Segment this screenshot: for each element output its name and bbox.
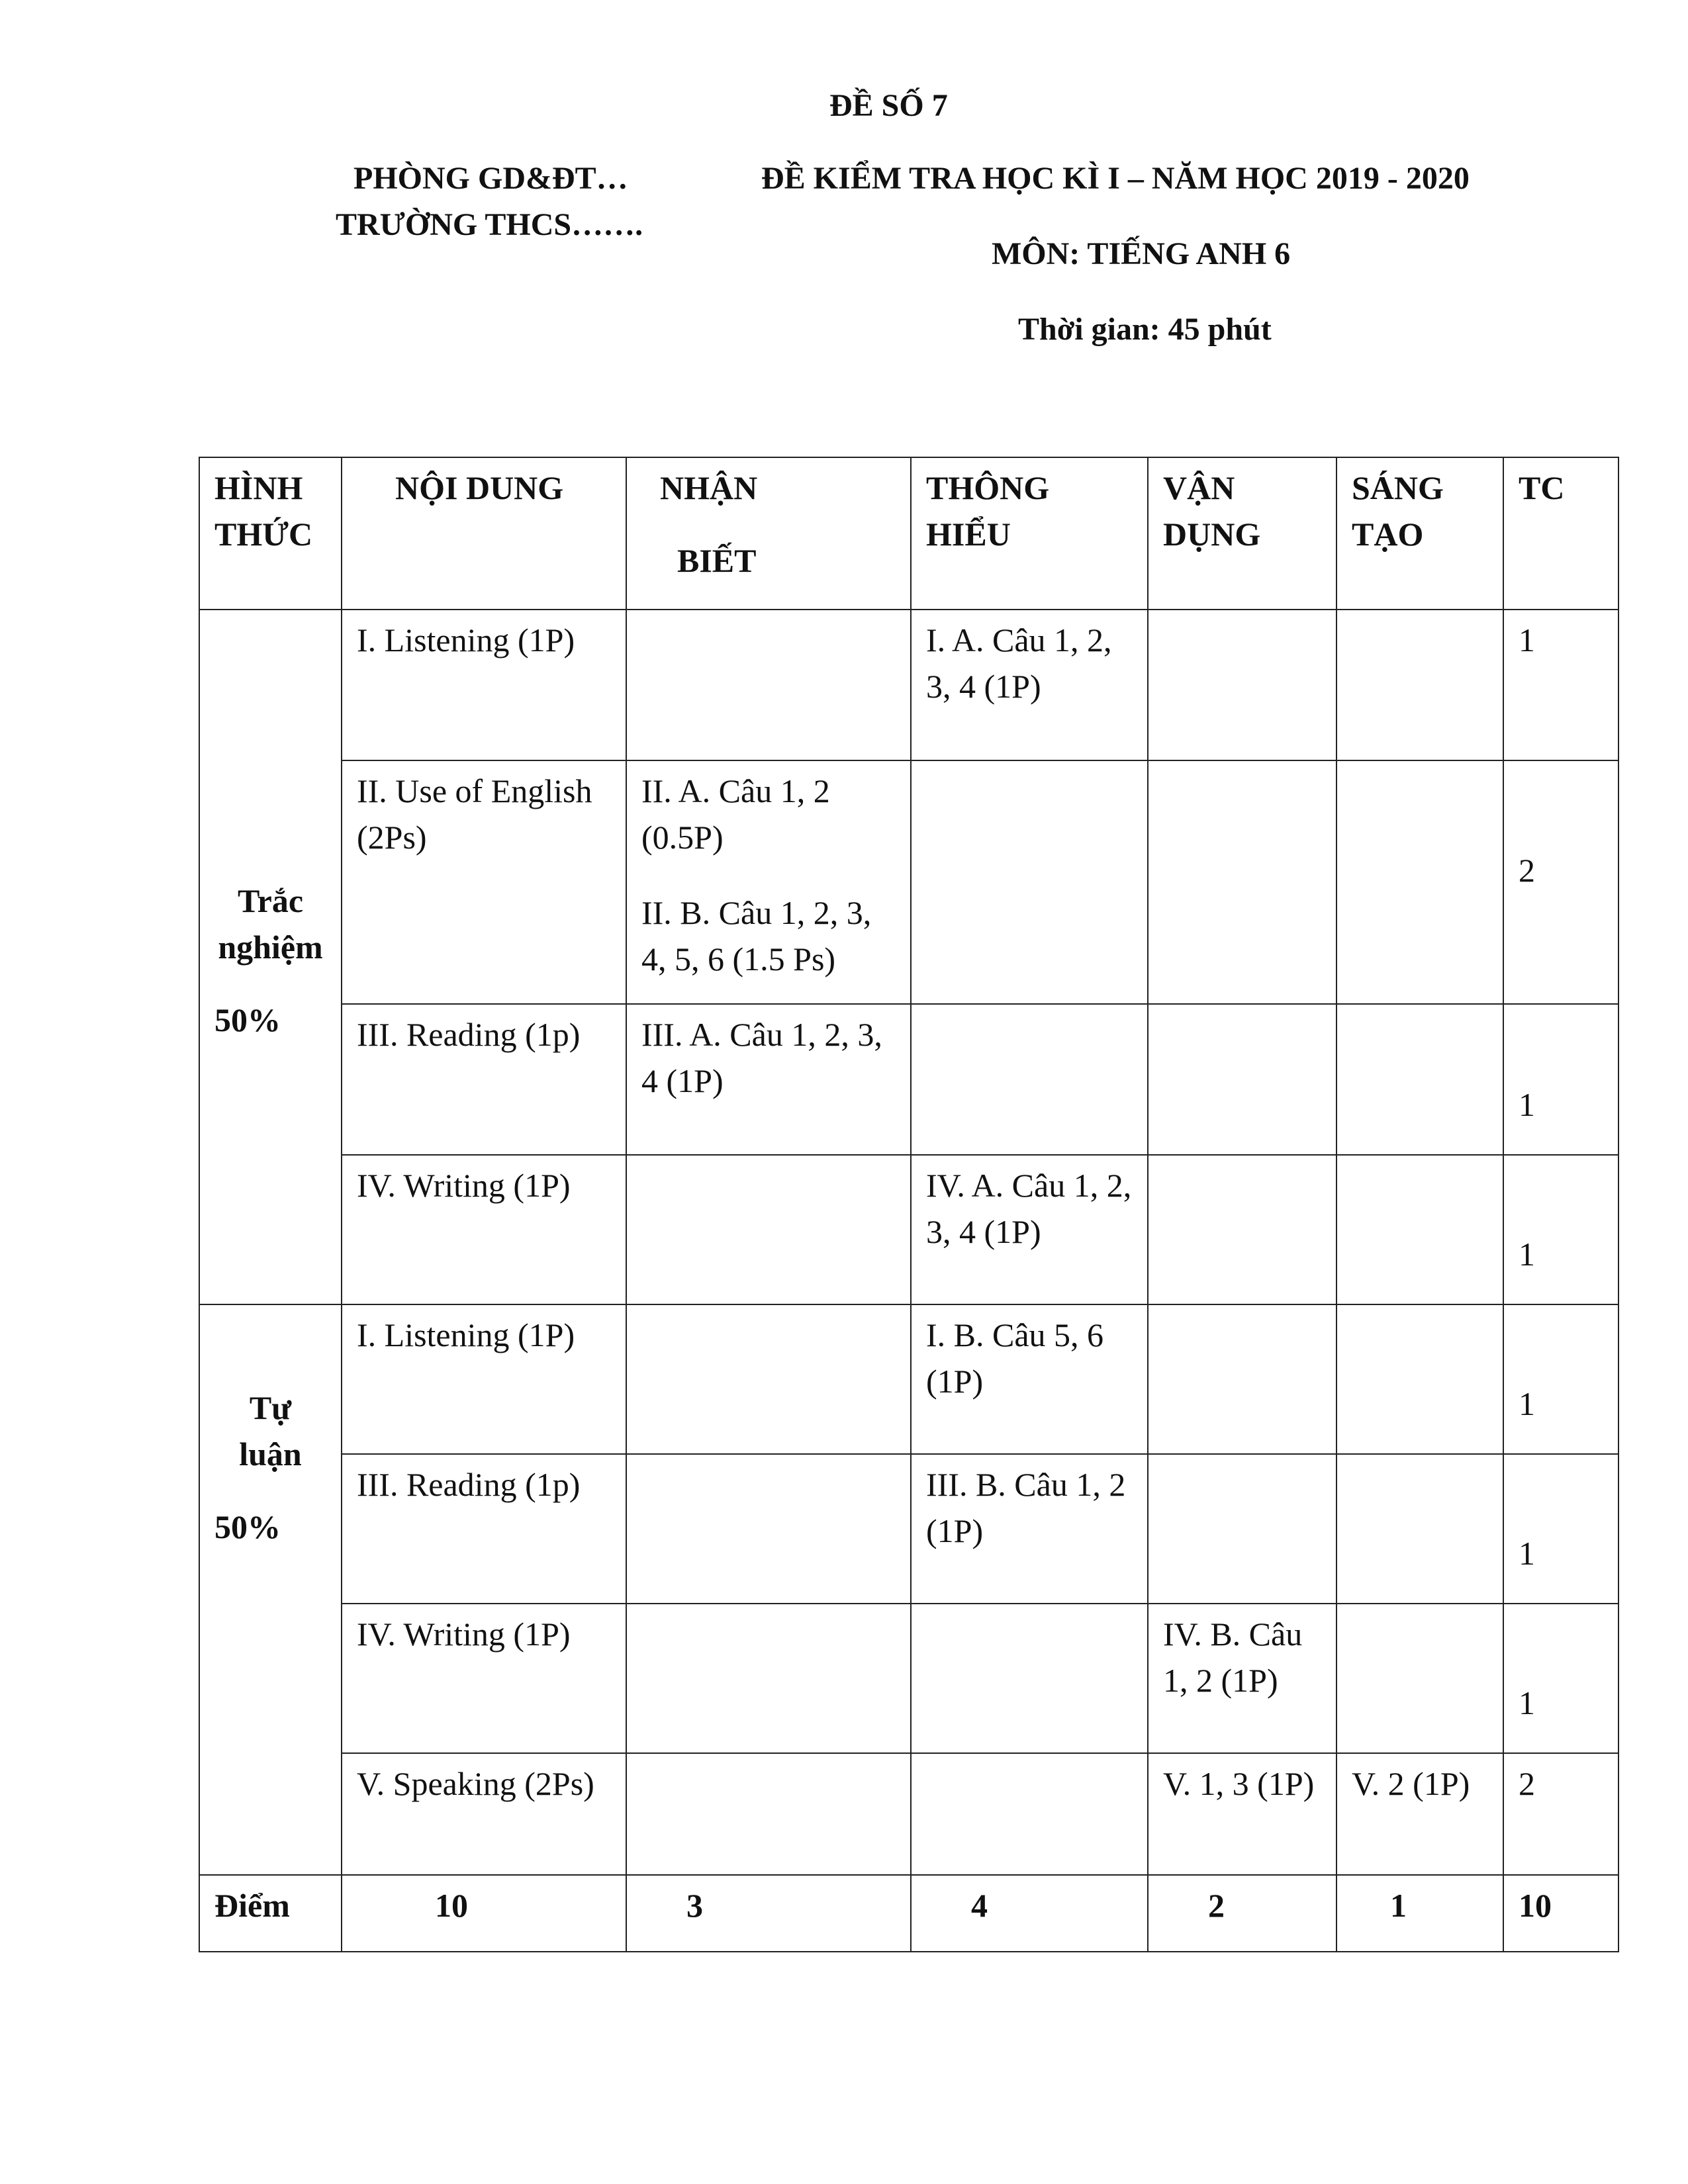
table-row [199, 610, 1618, 760]
department-name: PHÒNG GD&ĐT… [353, 161, 628, 196]
total-cell: 1 [1503, 610, 1618, 760]
col-header-comprehension: THÔNG HIỂU [911, 457, 1148, 610]
col-header-format: HÌNH THỨC [199, 457, 342, 610]
creativity-cell [1336, 760, 1503, 1004]
creativity-cell [1336, 1604, 1503, 1753]
comprehension-cell [911, 1004, 1148, 1155]
total-tc-cell: 10 [1503, 1875, 1618, 1952]
total-application-cell: 2 [1148, 1875, 1336, 1952]
content-cell: I. Listening (1P) [342, 610, 626, 760]
total-cell: 2 [1503, 1753, 1618, 1875]
application-cell: IV. B. Câu 1, 2 (1P) [1148, 1604, 1336, 1753]
application-cell [1148, 760, 1336, 1004]
content-cell: V. Speaking (2Ps) [342, 1753, 626, 1875]
recognition-cell [626, 1454, 911, 1604]
total-row [199, 1875, 1618, 1952]
total-cell: 1 [1503, 1304, 1618, 1454]
total-cell: 1 [1503, 1004, 1618, 1155]
application-cell [1148, 1454, 1336, 1604]
col-header-content: NỘI DUNG [342, 457, 626, 610]
comprehension-cell: IV. A. Câu 1, 2, 3, 4 (1P) [911, 1155, 1148, 1304]
creativity-cell [1336, 1304, 1503, 1454]
recognition-cell [626, 1604, 911, 1753]
exam-matrix-table [199, 457, 1619, 1952]
total-recognition-cell: 3 [626, 1875, 911, 1952]
exam-number: ĐỀ SỐ 7 [829, 88, 948, 123]
application-cell [1148, 1004, 1336, 1155]
table-row [199, 1454, 1618, 1604]
creativity-cell [1336, 1155, 1503, 1304]
content-cell: IV. Writing (1P) [342, 1604, 626, 1753]
col-header-recognition: NHẬN BIẾT [626, 457, 911, 610]
group-multiple-choice: Trắc nghiệm 50% [199, 610, 342, 1304]
application-cell: V. 1, 3 (1P) [1148, 1753, 1336, 1875]
recognition-cell [626, 1155, 911, 1304]
application-cell [1148, 610, 1336, 760]
content-cell: III. Reading (1p) [342, 1454, 626, 1604]
col-header-creativity: SÁNG TẠO [1336, 457, 1503, 610]
table-row [199, 1304, 1618, 1454]
content-cell: II. Use of English (2Ps) [342, 760, 626, 1004]
application-cell [1148, 1304, 1336, 1454]
creativity-cell [1336, 610, 1503, 760]
content-cell: III. Reading (1p) [342, 1004, 626, 1155]
total-cell: 2 [1503, 760, 1618, 1004]
table-row [199, 1753, 1618, 1875]
total-cell: 1 [1503, 1454, 1618, 1604]
header-row [199, 457, 1618, 610]
col-header-application: VẬN DỤNG [1148, 457, 1336, 610]
comprehension-cell: III. B. Câu 1, 2 (1P) [911, 1454, 1148, 1604]
comprehension-cell: I. B. Câu 5, 6 (1P) [911, 1304, 1148, 1454]
content-cell: IV. Writing (1P) [342, 1155, 626, 1304]
creativity-cell [1336, 1454, 1503, 1604]
table-row [199, 1004, 1618, 1155]
comprehension-cell [911, 760, 1148, 1004]
recognition-cell [626, 1753, 911, 1875]
comprehension-cell: I. A. Câu 1, 2, 3, 4 (1P) [911, 610, 1148, 760]
recognition-cell: II. A. Câu 1, 2 (0.5P) II. B. Câu 1, 2, 3, 4, 5, 6 (1.5 Ps) [626, 760, 911, 1004]
school-name: TRƯỜNG THCS……. [336, 207, 643, 242]
col-header-total: TC [1503, 457, 1618, 610]
content-cell: I. Listening (1P) [342, 1304, 626, 1454]
exam-title: ĐỀ KIỂM TRA HỌC KÌ I – NĂM HỌC 2019 - 2020 [761, 161, 1470, 196]
total-comprehension-cell: 4 [911, 1875, 1148, 1952]
creativity-cell [1336, 1004, 1503, 1155]
total-creativity-cell: 1 [1336, 1875, 1503, 1952]
recognition-cell [626, 1304, 911, 1454]
recognition-cell [626, 610, 911, 760]
comprehension-cell [911, 1604, 1148, 1753]
total-label: Điểm [199, 1875, 342, 1952]
total-cell: 1 [1503, 1155, 1618, 1304]
total-cell: 1 [1503, 1604, 1618, 1753]
duration: Thời gian: 45 phút [1018, 312, 1272, 347]
total-content-cell: 10 [342, 1875, 626, 1952]
comprehension-cell [911, 1753, 1148, 1875]
table-row [199, 1155, 1618, 1304]
creativity-cell: V. 2 (1P) [1336, 1753, 1503, 1875]
subject: MÔN: TIẾNG ANH 6 [992, 236, 1291, 271]
table-row [199, 1604, 1618, 1753]
table-row [199, 760, 1618, 1004]
application-cell [1148, 1155, 1336, 1304]
recognition-cell: III. A. Câu 1, 2, 3, 4 (1P) [626, 1004, 911, 1155]
group-essay: Tự luận 50% [199, 1304, 342, 1875]
